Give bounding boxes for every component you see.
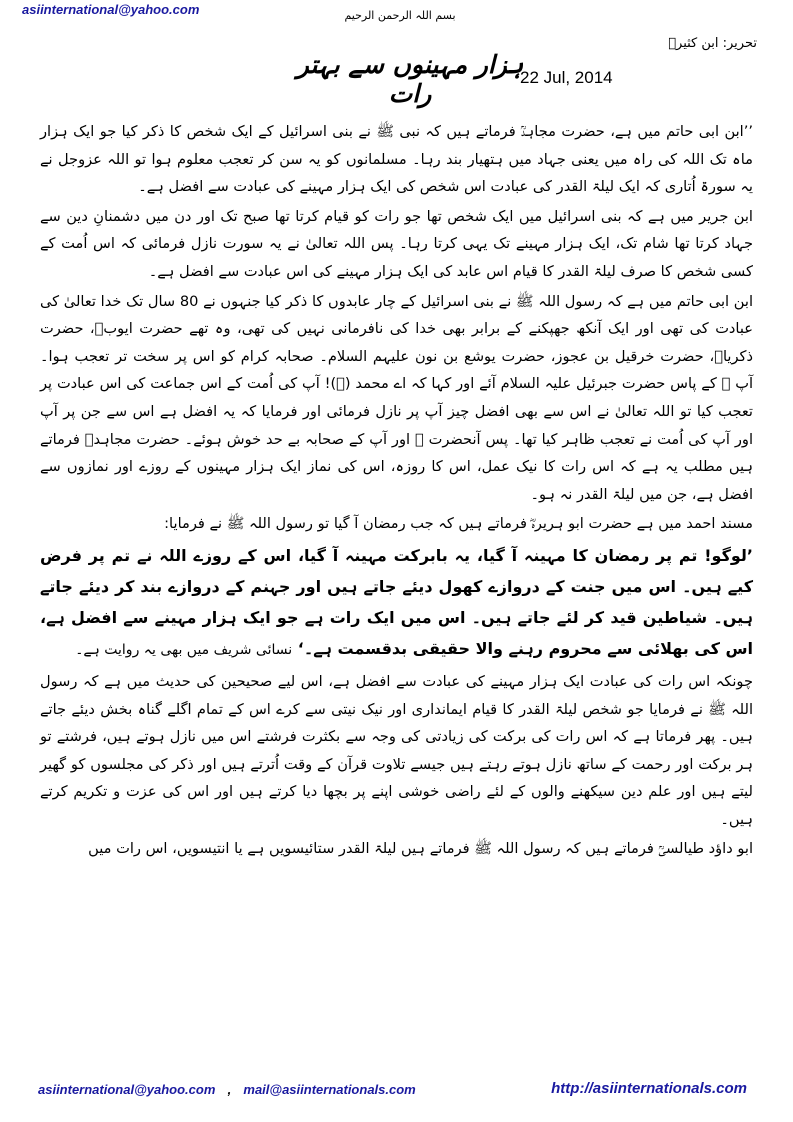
hadith-quote	[40, 540, 753, 666]
hadith-quote-text: ’لوگو! تم پر رمضان کا مہینہ آ گیا، یہ بابرکت مہینہ آ گیا، اس کے روزے اللہ نے تم پر فرض کیے ہیں۔ اس میں جنت کے دروازے کھول دیئے جاتے ہیں اور جہنم کے دروازے بند کر دیئے جاتے ہیں۔ شیاطین قید کر لئے جاتے ہیں۔ اس میں ایک رات ہے جو ایک ہزار مہینے سے افضل ہے، اس کی بھلائی سے محروم رہنے والا حقیقی بدقسمت ہے۔‘	[40, 545, 753, 658]
footer-website-link[interactable]: http://asiinternationals.com	[551, 1080, 747, 1097]
hadith-reference: نسائی شریف میں بھی یہ روایت ہے۔	[75, 641, 293, 658]
paragraph-4: مسند احمد میں ہے حضرت ابو ہریرہؓ فرماتے ہیں کہ جب رمضان آ گیا تو رسول اللہ ﷺ نے فرمایا:	[164, 515, 753, 533]
paragraph-1: ’’ابن ابی حاتم میں ہے، حضرت مجاہدؒ فرماتے ہیں کہ نبی ﷺ نے بنی اسرائیل کے ایک شخص کا ذکر کیا جو ایک ہزار ماہ تک اللہ کی راہ میں یعنی جہاد میں ہتھیار بند رہا۔ مسلمانوں کو یہ سن کر تعجب معلوم ہوا تو اللہ عزوجل نے یہ سورۃ اُتاری کہ ایک لیلۃ القدر کی عبادت اس شخص کی ایک ہزار مہینے کی عبادت سے افضل ہے۔	[40, 123, 753, 196]
footer-email-2-link[interactable]: mail@asiinternationals.com	[243, 1082, 416, 1097]
author-credit: تحریر: ابن کثیرؒ	[668, 36, 757, 51]
header-email-link[interactable]: asiinternational@yahoo.com	[22, 2, 200, 17]
paragraph-3: ابن ابی حاتم میں ہے کہ رسول اللہ ﷺ نے بنی اسرائیل کے چار عابدوں کا ذکر کیا جنہوں نے 80 سال تک خدا تعالیٰ کی عبادت کی تھی اور ایک آنکھ جھپکنے کے برابر بھی خدا کی نافرمانی نہیں کی تھی، وہ تھے حضرت ایوبؑ، حضرت ذکریاؑ، حضرت خرقیل بن عجوز، حضرت یوشع بن نون علیہم السلام۔ صحابہ کرام کو اس پر سخت تر تعجب ہوا۔ آپ ﷺ کے پاس حضرت جبرئیل علیہ السلام آئے اور کہا کہ اے محمد (ﷺ)! آپ کی اُمت کے اس جماعت کی اس عبادت پر تعجب کیا تو اللہ تعالیٰ نے اس سے بھی افضل چیز آپ پر نازل فرمائی اور فرمایا کہ یہ افضل ہے اس سے جن پر آپ اور آپ کی اُمت نے تعجب ظاہر کیا تھا۔ پس آنحضرت ﷺ اور آپ کے صحابہ بے حد خوش ہوئے۔ حضرت مجاہدؒ فرماتے ہیں مطلب یہ ہے کہ اس رات کا نیک عمل، اس کا روزہ، اس کی نماز ایک ہزار مہینوں کے روزے اور نمازوں سے افضل ہے، جن میں لیلۃ القدر نہ ہو۔	[40, 292, 753, 503]
bismillah-heading: بسم اللہ الرحمن الرحیم	[344, 9, 456, 22]
footer-emails	[38, 1082, 416, 1097]
article-body	[40, 118, 753, 865]
paragraph-2: ابن جریر میں ہے کہ بنی اسرائیل میں ایک شخص تھا جو رات کو قیام کرتا تھا صبح تک اور دن میں دشمنانِ دین سے جہاد کرتا تھا شام تک، ایک ہزار مہینے تک یہی کرتا رہا۔ پس اللہ تعالیٰ نے یہ سورت نازل فرمائی کہ اس اُمت کے کسی شخص کا صرف لیلۃ القدر کا قیام اس عابد کی ایک ہزار مہینے کی اس عبادت سے افضل ہے۔	[40, 207, 753, 280]
footer-separator: ,	[227, 1082, 232, 1097]
footer-email-1-link[interactable]: asiinternational@yahoo.com	[38, 1082, 216, 1097]
page-footer	[0, 1082, 793, 1104]
publish-date: 22 Jul, 2014	[520, 68, 613, 87]
paragraph-5: چونکہ اس رات کی عبادت ایک ہزار مہینے کی عبادت سے افضل ہے، اس لیے صحیحین کی حدیث میں ہے کہ رسول اللہ ﷺ نے فرمایا جو شخص لیلۃ القدر کا قیام ایمانداری اور نیک نیتی سے کرے اس کے تمام اگلے گناہ بخش دیئے جاتے ہیں۔ پھر فرماتا ہے کہ اس رات کی برکت کی زیادتی کی وجہ سے بکثرت فرشتے اس میں نازل ہوتے ہیں، فرشتے تو ہر برکت اور رحمت کے ساتھ نازل ہوتے رہتے ہیں جیسے تلاوت قرآن کے وقت اُترتے ہیں اور ذکر کی مجلسوں کو گھیر لیتے ہیں اور علم دین سیکھنے والوں کے لئے راضی خوشی اپنے پر بچھا دیا کرتے ہیں اور اس کی عزت و تکریم کرتے ہیں۔	[40, 672, 753, 828]
paragraph-6: ابو داؤد طیالسیؒ فرماتے ہیں کہ رسول اللہ ﷺ فرماتے ہیں لیلۃ القدر ستائیسویں ہے یا انتیسویں، اس رات میں	[88, 840, 753, 858]
page-title: ہزار مہینوں سے بہتر رات	[296, 50, 524, 108]
